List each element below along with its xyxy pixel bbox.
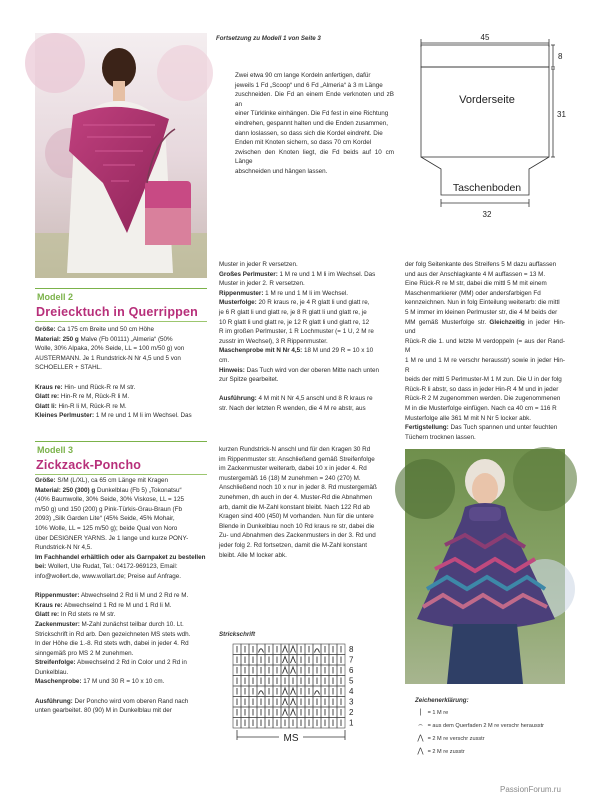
photo-shawl-model (35, 33, 207, 278)
text-line: m/50 g) und 150 (200) g Pink-Türkis-Grau-Braun (Fb (35, 505, 182, 513)
text-line: MM gemäß Musterfolge str. Gleichzeitig in jeder Hin- und (405, 318, 565, 336)
decrease-symbol (283, 699, 288, 706)
legend-text: = aus dem Querfaden 2 M re verschr herausstr (427, 723, 544, 729)
text-line: Fertigstellung: Das Tuch spannen und unter feuchten (405, 424, 558, 432)
text-line: Zu- und Abnahmen des Zackenmusters in der 3. Rd und (219, 532, 376, 540)
dim-bottom-width: 32 (482, 210, 492, 219)
model3-title: Zickzack-Poncho (36, 458, 142, 472)
increase-symbol (315, 649, 320, 653)
text-line: im Zackenmuster weiterarb, dabei 10 x in jeder 4. Rd (219, 465, 367, 473)
text-line: M in die Musterfolge einfügen. Nach ca 40 cm = 116 R (405, 404, 557, 412)
text-line: Ausführung: Der Poncho wird vom oberen Rand nach (35, 697, 189, 705)
model3-rule-bottom (35, 474, 207, 475)
text-line: Musterfolge alle 361 M mit N Nr 5 locker abk. (405, 414, 531, 422)
watermark: PassionForum.ru (500, 785, 561, 794)
text-line: cm. (219, 356, 230, 364)
text-line: 2093) „Silk Garden Lite“ (45% Seide, 45% Mohair, (35, 515, 175, 523)
legend-text: = 1 M re (427, 710, 449, 716)
intro-line: eindrehen, gespannt halten und die Enden zusammen, (235, 119, 388, 127)
text-line: AUSTERMANN. Je 1 Rundstrick-N Nr 4,5 und 5 von (35, 354, 181, 362)
legend-item (415, 732, 585, 745)
text-line: Rück-R die 1. und letzte M verdoppeln (= aus der Rand-M (405, 337, 565, 355)
increase-symbol (259, 649, 264, 653)
text-line: Streifenfolge: Abwechselnd 2 Rd in Color und 2 Rd in (35, 659, 187, 667)
model2-rule-bottom (35, 321, 207, 322)
text-line: über DESIGNER YARNS. Je 1 lange und kurze PONY- (35, 534, 189, 542)
intro-line: jeweils 1 Fd „Scoop“ und 6 Fd „Almeria“ à 3 m Länge (235, 81, 383, 89)
dim-top-width: 45 (480, 33, 490, 42)
text-line: SCHOELLER + STAHL. (35, 364, 102, 372)
intro-line: einer Türklinke einhängen. Die Fd fest in eine Richtung (235, 110, 389, 118)
knit-stitch-symbol: | (419, 707, 422, 716)
chart-row-label: 1 (349, 718, 354, 728)
decrease-symbol (291, 646, 296, 653)
text-line: kennzeichnen. Nun in folg Einteilung weiterarb: die mittl (405, 299, 560, 307)
text-line: Blende in Dunkelblau noch 10 Rd kraus re str, dabei die (219, 522, 375, 530)
chart-cell (313, 644, 321, 655)
text-line: str. Nach der letzten R wenden, die 4 M re abstr, aus (219, 404, 366, 412)
text-line: Tüchern trocknen lassen. (405, 433, 476, 441)
decrease-symbol (291, 709, 296, 716)
decrease-symbol (283, 667, 288, 674)
text-line: zusstr im Wechsel), 3 R Rippenmuster. (219, 337, 328, 345)
chart-row-label: 4 (349, 687, 354, 696)
decrease-symbol (291, 667, 296, 674)
text-line: Anschließend noch 10 x nur in jeder 8. Rd mustergemäß (219, 484, 377, 492)
text-line: Eine Rück-R re M str, dabei die mittl 5 M mit einem (405, 280, 547, 288)
text-line: Material: 250 g Malve (Fb 00111) „Almeria“ (50% (35, 335, 173, 343)
decrease-symbol (291, 699, 296, 706)
model3-col2 (219, 445, 395, 560)
text-line: Muster in jeder 2. R versetzen. (219, 280, 305, 288)
chart-row-label: 2 (349, 708, 354, 717)
text-line: 10% Wolle, LL = 125 m/50 g); beide Qual von Noro (35, 524, 178, 532)
text-line: Im Fachhandel erhältlich oder als Garnpaket zu bestellen (35, 553, 206, 561)
text-line: zur Spitze gearbeitet. (219, 376, 279, 384)
text-line: Material: 250 (300) g Dunkelblau (Fb 5) „Tokonatsu“ (35, 486, 182, 494)
front-label: Vorderseite (459, 94, 515, 106)
intro-line: Zwei etwa 90 cm lange Kordeln anfertigen, dafür (235, 72, 371, 79)
intro-line: dann loslassen, so dass sich die Kordel eindreht. Die (235, 129, 383, 137)
text-line: Maschenmarkierer (MM) oder andersfarbigen Fd (405, 289, 541, 297)
text-line: Ausführung: 4 M mit N Nr 4,5 anschl und 8 R kraus re (219, 395, 373, 403)
model2-col2 (219, 260, 394, 414)
ms-label: MS (283, 733, 299, 744)
text-line: R im großen Perlmuster, 1 R Lochmuster (= 1 U, 2 M re (219, 328, 374, 336)
text-line: Rippenmuster: Abwechselnd 2 Rd li M und 2 Rd re M. (35, 592, 189, 600)
decrease-twisted-symbol: ⋀ (417, 733, 424, 742)
text-line: kurzen Rundstrick-N anschl und für den Kragen 30 Rd (219, 446, 371, 453)
text-line: Größe: Ca 175 cm Breite und 50 cm Höhe (35, 326, 154, 333)
model1-intro-text (235, 71, 394, 177)
text-line: im Rippenmuster str. Anschließend gemäß Streifenfolge (219, 455, 375, 463)
legend-item (415, 719, 585, 732)
text-line: sinngemäß pro MS 2 M zunehmen. (35, 649, 134, 657)
text-line: 10 R glatt li und glatt re, je 12 R glatt li und glatt re, 12 (219, 318, 370, 326)
text-line: bei: Wollert, Ute Rudat, Tel.: 04172-969123, Email: (35, 563, 178, 571)
text-line: Kragen sind 400 (450) M vorhanden. Nun für die untere (219, 513, 374, 521)
intro-line: abschneiden und hängen lassen. (235, 167, 328, 175)
legend (415, 697, 585, 758)
intro-line: zuschneiden. Die Fd an einem Ende verknoten und zB an (235, 91, 394, 108)
decrease-symbol (291, 657, 296, 664)
dim-side-top: 8 (558, 52, 563, 61)
chart-row-label: 8 (349, 645, 354, 654)
text-line: mustergemäß 16 (18) M zunehmen = 240 (270) M. (219, 474, 361, 482)
model2-title: Dreiecktuch in Querrippen (36, 305, 198, 319)
text-line: Maschenprobe mit N Nr 4,5: 18 M und 29 R = 10 x 10 (219, 347, 374, 355)
text-line: je 6 R glatt li und glatt re, je 8 R glatt li und glatt re, je (219, 308, 367, 316)
text-line: Größe: S/M (L/XL), ca 65 cm Länge mit Kragen (35, 477, 168, 484)
model3-col1 (35, 476, 207, 716)
text-line: unten gearbeitet. 80 (90) M in Dunkelblau mit der (35, 707, 172, 715)
text-line: Großes Perlmuster: 1 M re und 1 M li im Wechsel. Das (219, 270, 376, 278)
model2-rule-top (35, 288, 207, 289)
text-line: Rück-R 2 M zugenommen werden. Die zugenommenen (405, 395, 561, 403)
text-line: bleibt. Alle M locker abk. (219, 551, 287, 559)
model3-label: Modell 3 (37, 445, 74, 455)
text-line: jeder folg 2. Rd fortsetzen, damit die M-Zahl konstant (219, 541, 368, 549)
knitting-chart-heading: Strickschrift (219, 631, 256, 638)
text-line: 1 M re und 1 M re verschr herausstr) sowie in jeder Hin-R (405, 356, 565, 374)
legend-item (415, 745, 585, 758)
intro-line: Enden mit Knoten sichern, so dass 70 cm Kordel (235, 139, 372, 147)
text-line: Wolle, 30% Alpaka, 20% Seide, LL = 100 m/50 g) von (35, 345, 185, 353)
chart-cell (257, 644, 265, 655)
legend-text: = 2 M re verschr zusstr (427, 736, 485, 742)
text-line: Musterfolge: 20 R kraus re, je 4 R glatt li und glatt re, (219, 299, 370, 307)
text-line: Hinweis: Das Tuch wird von der oberen Mitte nach unten (219, 366, 379, 374)
photo-poncho-model (405, 449, 565, 684)
chart-row-label: 6 (349, 666, 354, 675)
model2-col1 (35, 325, 207, 421)
text-line: Dunkelblau. (35, 668, 69, 676)
text-line: Kleines Perlmuster: 1 M re und 1 M li im Wechsel. Das (35, 412, 192, 420)
text-line: Kraus re: Abwechselnd 1 Rd re M und 1 Rd li M. (35, 601, 172, 609)
decrease-symbol (283, 709, 288, 716)
text-line: Muster in jeder R versetzen. (219, 261, 298, 268)
bottom-label: Taschenboden (452, 182, 522, 194)
decrease-symbol (283, 657, 288, 664)
text-line: und aus der Anschlagkante 4 M auffassen = 13 M. (405, 270, 546, 278)
chart-row-label: 3 (349, 697, 354, 707)
chart-cell (257, 686, 265, 697)
text-line: Kraus re: Hin- und Rück-R re M str. (35, 383, 136, 391)
decrease-symbol (283, 688, 288, 695)
text-line: Maschenprobe: 17 M und 30 R = 10 x 10 cm. (35, 678, 165, 686)
increase-symbol (259, 691, 264, 695)
text-line: Glatt re: In Rd stets re M str. (35, 611, 116, 619)
bag-schematic (415, 33, 565, 223)
text-line: Rück-R li abstr, so dass in jeder Hin-R 4 M und in jeder (405, 385, 559, 393)
text-line: (40% Baumwolle, 30% Seide, 30% Viskose, LL = 125 (35, 496, 184, 504)
text-line: beids der mittl 5 Perlmuster-M 1 M zun. Die U in der folg (405, 376, 562, 384)
chart-cell (313, 686, 321, 697)
intro-line: zwischen den Knoten liegt, die Fd beids auf 10 cm Länge (235, 148, 394, 166)
increase-symbol: ⌢ (418, 720, 423, 729)
text-line: Glatt li: Hin-R li M, Rück-R re M. (35, 402, 127, 410)
text-line: Rippenmuster: 1 M re und 1 M li im Wechsel. (219, 289, 349, 297)
knitting-chart (225, 640, 375, 750)
chart-row-label: 5 (349, 676, 354, 686)
model2-label: Modell 2 (37, 292, 74, 302)
chart-row-label: 7 (349, 655, 354, 665)
text-line: Rundstrick-N Nr 4,5. (35, 544, 93, 552)
model3-rule-top (35, 441, 207, 442)
continuation-note: Fortsetzung zu Modell 1 von Seite 3 (216, 35, 321, 42)
text-line: Glatt re: Hin-R re M, Rück-R li M. (35, 393, 130, 401)
dim-side-height: 31 (557, 110, 566, 119)
text-line: 5 M immer im kleinen Perlmuster str, die 4 M beids der (405, 308, 558, 316)
decrease-symbol (283, 646, 288, 653)
text-line: zunehmen, dh auch in der 4. Muster-Rd die Abnahmen (219, 493, 372, 501)
legend-item (415, 706, 585, 719)
model2-col3 (405, 260, 565, 442)
text-line: der folg Seitenkante des Streifens 5 M dazu auffassen (405, 261, 557, 268)
text-line: info@wollert.de, www.wollart.de; Preise auf Anfrage. (35, 572, 182, 580)
decrease-symbol: ⋀ (417, 746, 424, 755)
text-line: Strickschrift in Rd arb. Den gezeichneten MS stets wdh. (35, 630, 191, 638)
increase-symbol (315, 691, 320, 695)
text-line: Zackenmuster: M-Zahl zunächst teilbar durch 10. Lt. (35, 620, 184, 628)
text-line: In der Höhe die 1.-8. Rd stets wdh, dabei in jeder 4. Rd (35, 640, 189, 648)
decrease-symbol (291, 688, 296, 695)
legend-text: = 2 M re zusstr (427, 749, 465, 755)
text-line: arb, damit die M-Zahl konstant bleibt. Nach 122 Rd ab (219, 503, 370, 511)
legend-heading: Zeichenerklärung: (415, 697, 469, 704)
